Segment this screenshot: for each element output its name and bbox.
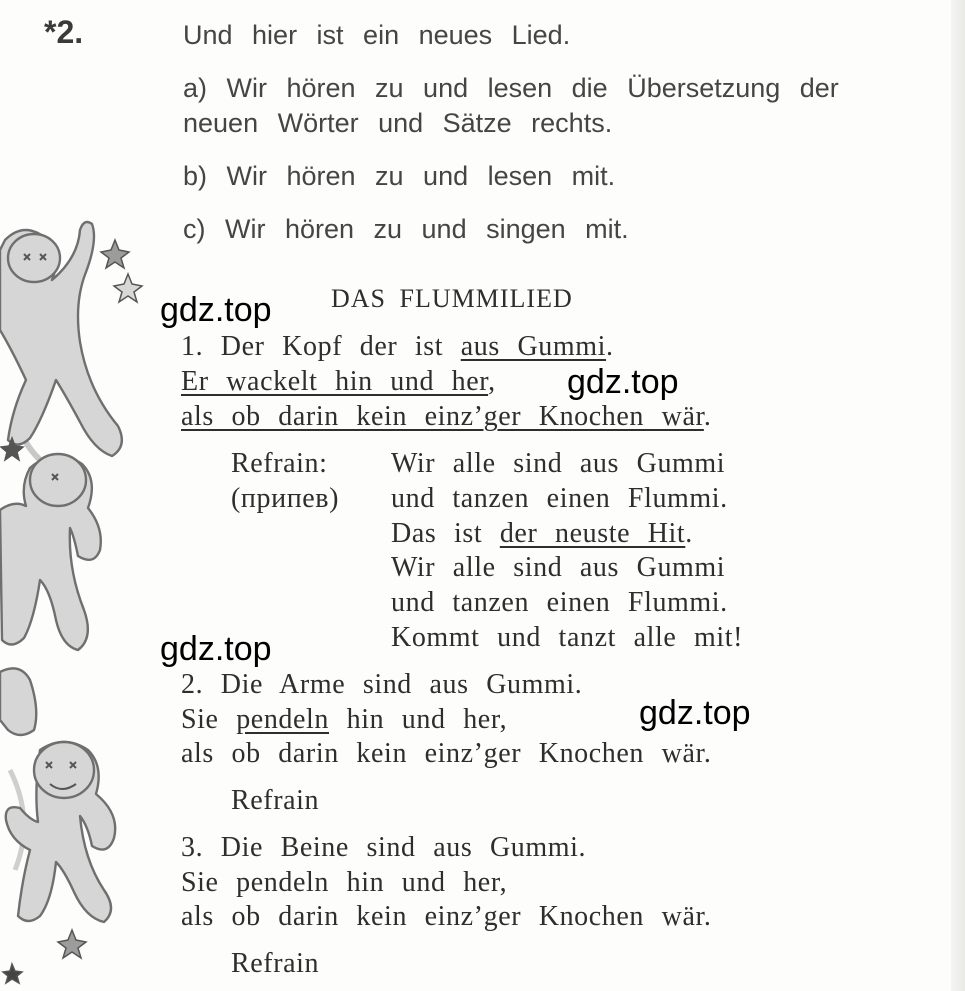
refrain-line5: und tanzen einen Flummi. (391, 587, 728, 618)
task-a-line2: neuen Wörter und Sätze rechts. (183, 108, 613, 138)
refrain-hit-end: . (685, 518, 693, 549)
verse2-line2 (181, 704, 507, 736)
verse2-line2-pre: Sie (181, 704, 237, 735)
verse1-line3-end: . (703, 401, 712, 432)
refrain-label: Refrain: (231, 448, 328, 479)
watermark: gdz.top (639, 694, 751, 732)
verse1-underlined-wackelt: Er wackelt hin und her (181, 366, 489, 397)
exercise-intro: Und hier ist ein neues Lied. (183, 20, 571, 50)
verse1-line3 (181, 401, 711, 433)
song-title: DAS FLUMMILIED (331, 284, 573, 313)
verse1-line2 (181, 366, 496, 398)
refrain-line1: Wir alle sind aus Gummi (391, 448, 726, 479)
task-c: c) Wir hören zu und singen mit. (183, 214, 629, 244)
verse3-refrain: Refrain (231, 948, 320, 979)
refrain-label-ru: (припев) (231, 483, 340, 514)
verse3-line1: 3. Die Beine sind aus Gummi. (181, 832, 587, 863)
verse3-line3: als ob darin kein einz’ger Knochen wär. (181, 901, 712, 932)
verse2-line3: als ob darin kein einz’ger Knochen wär. (181, 738, 712, 769)
flummi-figures-illustration (0, 210, 175, 991)
verse2-line2-post: hin und her, (329, 704, 508, 735)
refrain-underlined-hit: der neuste Hit (499, 518, 686, 549)
verse1-line1-end: . (606, 331, 614, 362)
page-edge (951, 0, 965, 991)
task-a-line1: a) Wir hören zu und lesen die Übersetzung der (183, 73, 839, 103)
task-b: b) Wir hören zu und lesen mit. (183, 161, 616, 191)
verse2-refrain: Refrain (231, 785, 320, 816)
verse3-line2: Sie pendeln hin und her, (181, 867, 508, 898)
verse1-underlined-aus-gummi: aus Gummi (460, 331, 607, 362)
verse1-line1-text: 1. Der Kopf der ist (181, 331, 461, 362)
refrain-line3 (391, 518, 693, 550)
verse2-underlined-pendeln: pendeln (236, 704, 330, 735)
watermark: gdz.top (160, 291, 272, 329)
verse1-line1 (181, 331, 614, 363)
watermark: gdz.top (160, 630, 272, 668)
refrain-line6: Kommt und tanzt alle mit! (391, 622, 744, 653)
exercise-number: *2. (44, 14, 84, 50)
verse1-line2-end: , (488, 366, 496, 397)
refrain-hit-pre: Das ist (391, 518, 500, 549)
refrain-line4: Wir alle sind aus Gummi (391, 552, 726, 583)
verse2-line1: 2. Die Arme sind aus Gummi. (181, 669, 583, 700)
watermark: gdz.top (567, 363, 679, 401)
verse1-underlined-knochen: als ob darin kein einz’ger Knochen wär (181, 401, 704, 432)
refrain-line2: und tanzen einen Flummi. (391, 483, 728, 514)
